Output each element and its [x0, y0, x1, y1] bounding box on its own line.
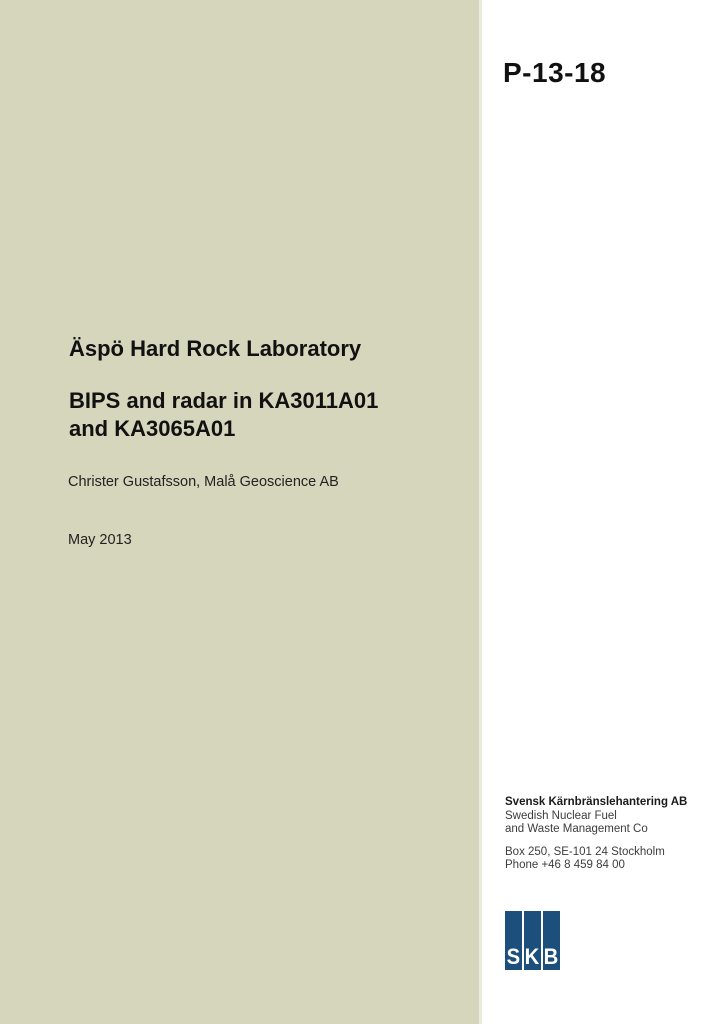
skb-logo: [505, 911, 560, 970]
publisher-name: Svensk Kärnbränslehantering AB: [505, 796, 688, 808]
publisher-address: Box 250, SE-101 24 Stockholm: [505, 845, 665, 858]
skb-logo-bar-b: [543, 911, 560, 970]
publisher-block: [505, 796, 687, 873]
publisher-phone: Phone +46 8 459 84 00: [505, 859, 625, 871]
report-number: P-13-18: [503, 57, 607, 88]
publisher-descriptor-line-1: Swedish Nuclear Fuel: [505, 809, 617, 822]
skb-logo-letter-k: K: [524, 944, 540, 969]
publication-date: May 2013: [68, 532, 132, 548]
skb-logo-bar-s: [505, 911, 522, 970]
skb-logo-letter-b: B: [543, 944, 559, 969]
report-title: [69, 387, 378, 443]
skb-logo-letter-s: S: [506, 944, 521, 969]
skb-logo-bar-k: [524, 911, 541, 970]
publisher-descriptor-line-2: and Waste Management Co: [505, 823, 648, 835]
report-title-line-2: and KA3065A01: [69, 416, 236, 441]
author-line: Christer Gustafsson, Malå Geoscience AB: [68, 474, 339, 490]
lab-name-heading: Äspö Hard Rock Laboratory: [69, 336, 362, 361]
publisher-contact: [505, 846, 687, 873]
report-title-line-1: BIPS and radar in KA3011A01: [69, 388, 379, 413]
